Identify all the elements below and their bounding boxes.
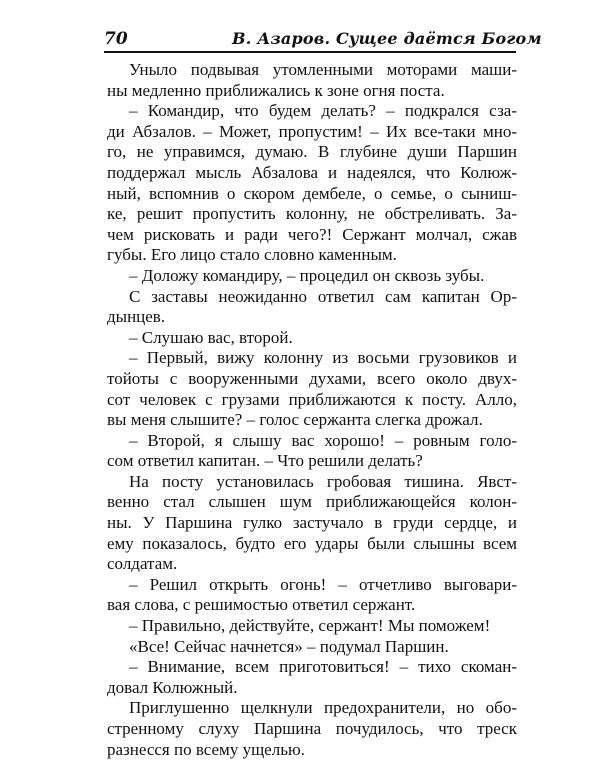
text-line: Уныло подвывая утомленными моторами маши-	[129, 60, 517, 79]
text-line: ны медленно приближались к зоне огня поста.	[107, 80, 445, 100]
text-line: ны. У Паршина гулко застучало в груди сердце, и	[107, 513, 517, 533]
text-line: губы. Его лицо стало словно каменным.	[107, 245, 397, 265]
text-line: ке, решит пропустить колонну, не обстреливать. За-	[107, 204, 517, 224]
text-line: – Слушаю вас, второй.	[129, 327, 293, 347]
text-line: – Первый, вижу колонну из восьми грузовиков и	[129, 348, 517, 368]
text-line: чем рисковать и ради чего?! Сержант молчал, сжав	[107, 224, 517, 244]
text-line: – Доложу командиру, – процедил он сквозь зубы.	[129, 265, 485, 285]
running-title: В. Азаров. Сущее даётся Богом	[232, 29, 542, 48]
text-line: ный, вспомнив о скором дембеле, о семье, о сыниш-	[107, 183, 517, 203]
text-line: дынцев.	[107, 307, 166, 327]
text-line: поддержал мысль Абзалова и надеялся, что Колюж-	[107, 162, 517, 182]
running-header	[104, 28, 542, 54]
text-line: ди Абзалов. – Может, пропустим! – Их все-таки мно-	[107, 121, 517, 141]
text-line: стренному слуху Паршина почудилось, что треск	[107, 719, 517, 738]
header-rule	[104, 51, 516, 53]
body-text	[107, 60, 517, 760]
text-line: – Внимание, всем приготовиться! – тихо скоман-	[129, 657, 517, 677]
text-line: – Второй, я слышу вас хорошо! – ровным голо-	[129, 430, 517, 450]
text-line: тойоты с вооруженными духами, всего около двух-	[107, 368, 517, 388]
text-line: С заставы неожиданно ответил сам капитан Ор-	[129, 286, 517, 306]
text-line: солдатам.	[107, 554, 178, 574]
text-line: – Решил открыть огонь! – отчетливо выговари-	[129, 574, 517, 594]
text-line: – Командир, что будем делать? – подкрался сза-	[129, 101, 517, 121]
text-line: На посту установилась гробовая тишина. Явст-	[129, 471, 517, 491]
text-line: вы меня слышите? – голос сержанта слегка дрожал.	[107, 410, 483, 430]
text-line: сот человек с грузами приближаются к посту. Алло,	[107, 389, 517, 409]
text-line: Приглушенно щелкнули предохранители, но обо-	[129, 698, 517, 718]
text-line: ему показалось, будто его удары были слышны всем	[107, 533, 517, 553]
text-line: «Все! Сейчас начнется» – подумал Паршин.	[129, 636, 449, 656]
text-line: венно стал слышен шум приближающейся колон-	[107, 492, 517, 512]
text-line: разнесся по всему ущелью.	[107, 739, 305, 759]
page-number: 70	[104, 29, 128, 49]
text-line: довал Колюжный.	[107, 677, 238, 697]
text-line: го, не управимся, думаю. В глубине души Паршин	[107, 142, 517, 162]
text-line: – Правильно, действуйте, сержант! Мы поможем!	[129, 616, 491, 636]
text-line: сом ответил капитан. – Что решили делать?	[107, 451, 423, 471]
text-line: вая слова, с решимостью ответил сержант.	[107, 595, 416, 615]
